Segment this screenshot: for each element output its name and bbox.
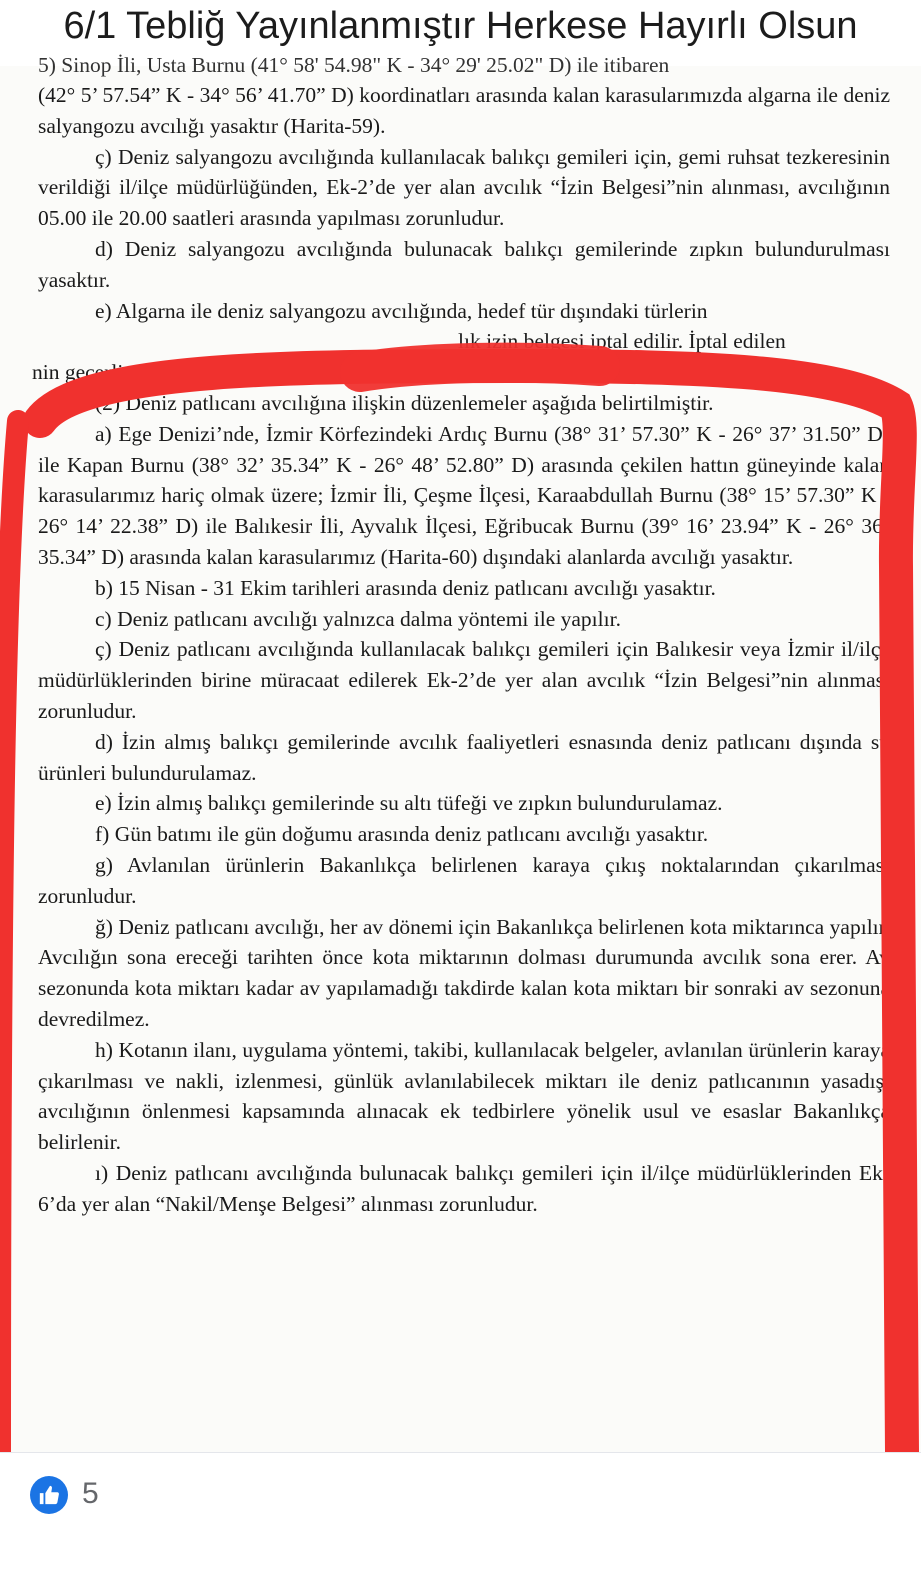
post-title: 6/1 Tebliğ Yayınlanmıştır Herkese Hayırlı Olsun [63,5,858,47]
paragraph-a-ege: a) Ege Denizi’nde, İzmir Körfezindeki Ardıç Burnu (38° 31’ 57.30” K - 26° 37’ 31.50” D) ile Kapan Burnu (38° 32’ 35.34” K - 26° 48’ 52.80” D) arasında çekilen hattın güneyinde kalan karasularımız hariç olmak üzere; İzmir İli, Çeşme İlçesi, Karaabdullah Burnu (38° 15’ 57.30” K - 26° 14’ 22.38” D) ile Balıkesir İli, Ayvalık İlçesi, Eğribucak Burnu (39° 16’ 23.94” K - 26° 36’ 35.34” D) arasında kalan karasularımız (Harita-60) dışındaki alanlarda avcılığı yasaktır. [38,421,890,569]
like-count[interactable]: 5 [82,1477,99,1510]
paragraph-g-breve-kota: ğ) Deniz patlıcanı avcılığı, her av dönemi için Bakanlıkça belirlenen kota miktarınca yapılır. Avcılığın sona ereceği tarihten önce kota miktarının dolması durumunda avcılık sona erer. Av sezonunda kota miktarı kadar av yapılamadığı takdirde kalan kota miktarı bir sonraki av sezonuna devredilmez. [38,914,890,1031]
reaction-bar [0,1452,921,1573]
paragraph-2-patlican: (2) Deniz patlıcanı avcılığına ilişkin düzenlemeler aşağıda belirtilmiştir. [95,390,714,415]
paragraph-e-partial-2: nin geçerli olduğu av dönemi için yeni [32,360,364,385]
cut-off-line: 5) Sinop İli, Usta Burnu (41° 58' 54.98" K - 34° 29' 25.02" D) ile itibaren [38,53,670,77]
paragraph-h-kota-ilani: h) Kotanın ilanı, uygulama yöntemi, takibi, kullanılacak belgeler, avlanılan ürünlerin karaya çıkarılması ve nakli, izlenmesi, günlük avlanılabilecek miktarı ile deniz patlıcanının yasadışı avcılığının önlenmesi kapsamında alınacak ek tedbirlere yönelik usul ve esaslar Bakanlıkça belirlenir. [38,1037,890,1155]
paragraph-c-cedilla-salyangoz: ç) Deniz salyangozu avcılığında kullanılacak balıkçı gemileri için, gemi ruhsat tezkeresinin verildiği il/ilçe müdürlüğünden, Ek-2’de yer alan avcılık “İzin Belgesi”nin alınması, avcılığının 05.00 ile 20.00 saatleri arasında yapılması zorunludur. [38,144,890,231]
paragraph-d-salyangoz: d) Deniz salyangozu avcılığında bulunacak balıkçı gemilerinde zıpkın bulundurulması yasaktır. [38,236,890,292]
paragraph-f-gun-batimi: f) Gün batımı ile gün doğumu arasında deniz patlıcanı avcılığı yasaktır. [95,822,709,847]
marker-stroke-left [0,421,18,1452]
paragraph-dotless-i-nakil: ı) Deniz patlıcanı avcılığında bulunacak balıkçı gemileri için il/ilçe müdürlüklerinden Ek-6’da yer alan “Nakil/Menşe Belgesi” alınması zorunludur. [38,1160,890,1216]
paragraph-coordinates: (42° 5’ 57.54” K - 34° 56’ 41.70” D) koordinatları arasında kalan karasularımızda algarna ile deniz salyangozu avcılığı yasaktır (Harita-59). [38,83,890,138]
document-photo [0,53,921,1452]
paragraph-e-tufek: e) İzin almış balıkçı gemilerinde su altı tüfeği ve zıpkın bulundurulamaz. [95,791,723,816]
thumbs-up-icon[interactable] [30,1476,68,1514]
paragraph-c-cedilla-izin: ç) Deniz patlıcanı avcılığında kullanılacak balıkçı gemileri için Balıkesir veya İzmir il/ilçe müdürlüklerinden birine müracaat edilerek Ek-2’de yer alan avcılık “İzin Belgesi”nin alınması zorunludur. [38,637,890,723]
paragraph-c-dalma: c) Deniz patlıcanı avcılığı yalnızca dalma yöntemi ile yapılır. [95,606,621,631]
paragraph-g-karaya: g) Avlanılan ürünlerin Bakanlıkça belirlenen karaya çıkış noktalarından çıkarılması zorunludur. [38,852,890,908]
paragraph-e-partial-1: lık izin belgesi iptal edilir. İptal edilen [458,329,786,354]
paragraph-b-dates: b) 15 Nisan - 31 Ekim tarihleri arasında deniz patlıcanı avcılığı yasaktır. [95,575,716,600]
paragraph-e-algarna: e) Algarna ile deniz salyangozu avcılığında, hedef tür dışındaki türlerin [95,298,708,323]
document-text [32,53,890,1219]
paragraph-d-izin: d) İzin almış balıkçı gemilerinde avcılık faaliyetleri esnasında deniz patlıcanı dışında su ürünleri bulundurulamaz. [38,729,890,785]
